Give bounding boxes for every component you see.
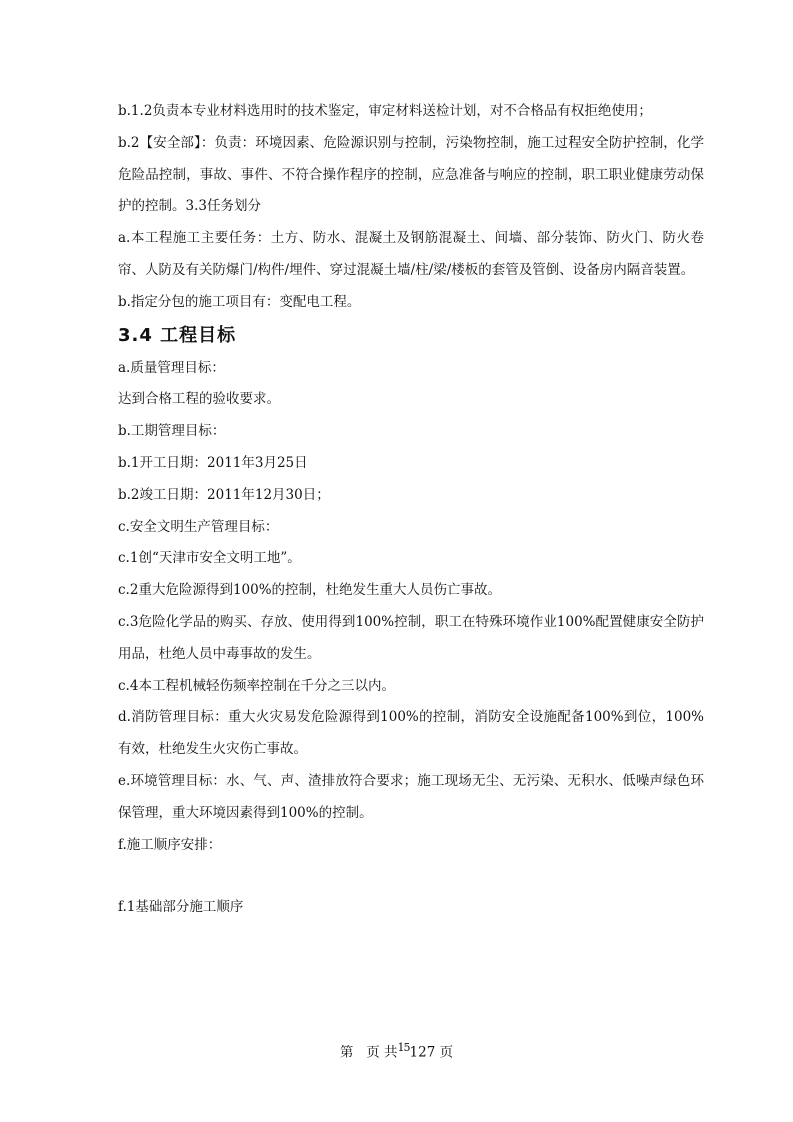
paragraph-e-environment: e.环境管理目标：水、气、声、渣排放符合要求；施工现场无尘、无污染、无积水、低噪声绿色环保管理，重大环境因素得到100%的控制。 bbox=[118, 772, 704, 821]
footer-prefix: 第 bbox=[339, 1044, 354, 1061]
footer-suffix: 页 bbox=[439, 1044, 454, 1061]
footer-total-pages: 127 bbox=[409, 1044, 436, 1061]
section-heading: 3.4 工程目标 bbox=[118, 324, 237, 346]
paragraph-b-subcontract: b.指定分包的施工项目有：变配电工程。 bbox=[118, 293, 361, 310]
paragraph-quality-goal: 达到合格工程的验收要求。 bbox=[118, 391, 280, 408]
paragraph-d-fire: d.消防管理目标：重大火灾易发危险源得到100%的控制，消防安全设施配备100%到位，100%有效，杜绝发生火灾伤亡事故。 bbox=[118, 709, 704, 758]
paragraph-c-1: c.1创“天津市安全文明工地”。 bbox=[118, 550, 301, 567]
blank-line bbox=[118, 861, 704, 892]
footer-total-prefix: 共 bbox=[384, 1044, 398, 1061]
paragraph-c-2: c.2重大危险源得到100%的控制，杜绝发生重大人员伤亡事故。 bbox=[118, 582, 502, 599]
paragraph-a-main-tasks: a.本工程施工主要任务：土方、防水、混凝土及钢筋混凝土、间墙、部分装饰、防火门、防火卷帘、人防及有关防爆门/构件/埋件、穿过混凝土墙/柱/梁/楼板的套管及管倒、设备房内隔音装置。 bbox=[118, 230, 704, 278]
paragraph-c-3: c.3危险化学品的购买、存放、使用得到100%控制，职工在特殊环境作业100%配置健康安全防护用品，杜绝人员中毒事故的发生。 bbox=[118, 613, 704, 662]
footer-current-page: 15 bbox=[397, 1041, 410, 1054]
paragraph-a-quality: a.质量管理目标： bbox=[118, 359, 225, 376]
paragraph-c-safety: c.安全文明生产管理目标： bbox=[118, 518, 279, 535]
footer-page-label: 页 bbox=[366, 1044, 380, 1061]
paragraph-f-1-foundation: f.1基础部分施工顺序 bbox=[118, 899, 244, 916]
paragraph-b-schedule: b.工期管理目标： bbox=[118, 423, 226, 440]
page-footer bbox=[0, 1038, 793, 1063]
paragraph-b-1-start: b.1开工日期：2011年3月25日 bbox=[118, 454, 308, 471]
paragraph-c-4: c.4本工程机械轻伤频率控制在千分之三以内。 bbox=[118, 677, 395, 694]
document-body bbox=[118, 96, 704, 924]
paragraph-b-2-finish: b.2竣工日期：2011年12月30日； bbox=[118, 486, 330, 503]
paragraph-b-1-2: b.1.2负责本专业材料选用时的技术鉴定，审定材料送检计划，对不合格品有权拒绝使用； bbox=[118, 103, 652, 119]
paragraph-b-2-safety: b.2【安全部】：负责：环境因素、危险源识别与控制，污染物控制，施工过程安全防护控制，化学危险品控制，事故、事件、不符合操作程序的控制，应急准备与响应的控制，职工职业健康劳动保护的控制。3.3任务划分 bbox=[118, 134, 704, 215]
paragraph-f-sequence: f.施工顺序安排： bbox=[118, 836, 222, 853]
